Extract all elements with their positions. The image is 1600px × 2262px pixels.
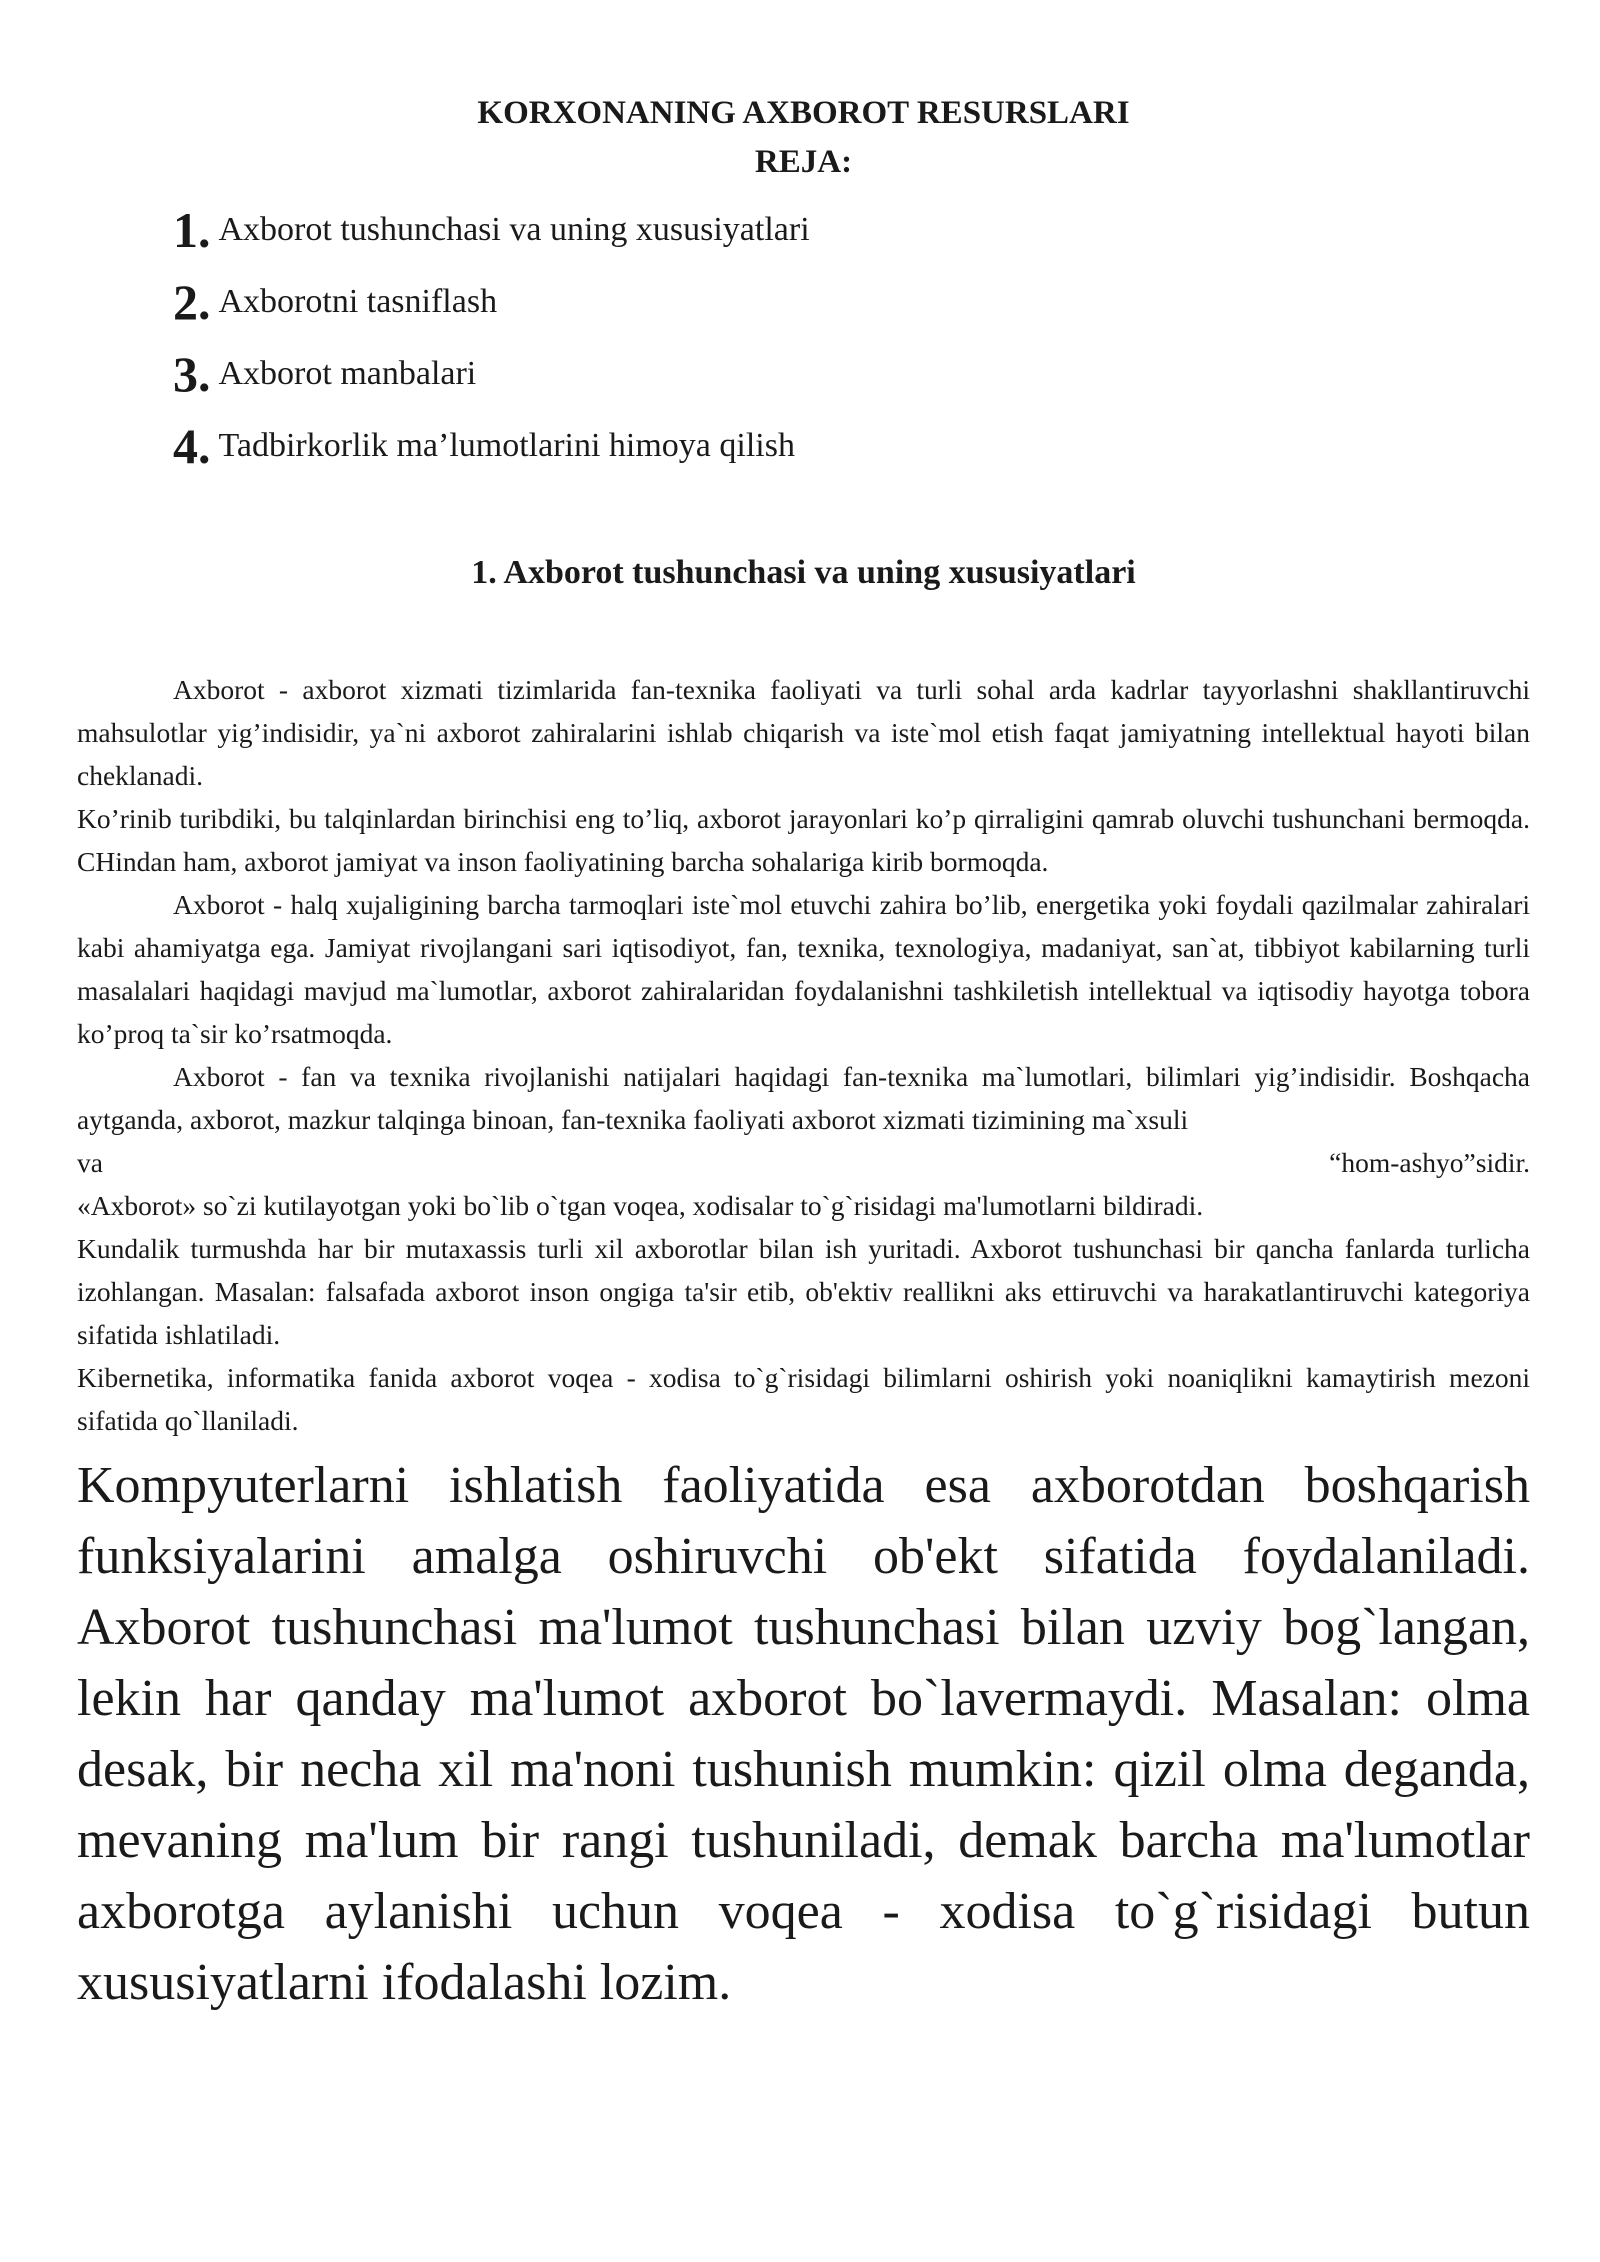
justified-line xyxy=(77,1141,1530,1184)
plan-item-number: 1. xyxy=(173,202,211,258)
plan-heading: REJA: xyxy=(754,144,853,180)
plan-item-text: Axborot tushunchasi va uning xususiyatlari xyxy=(218,211,810,248)
section-heading: 1. Axborot tushunchasi va uning xususiyatlari xyxy=(471,554,1136,591)
justified-line-left: va xyxy=(77,1147,103,1178)
plan-item-number: 3. xyxy=(173,346,211,402)
document-title: KORXONANING AXBOROT RESURSLARI xyxy=(477,95,1130,131)
plan-item-text: Axborot manbalari xyxy=(218,355,477,392)
plan-list xyxy=(77,194,1530,482)
body-paragraph: Axborot - axborot xizmati tizimlarida fan-texnika faoliyati va turli sohal arda kadrlar tayyorlashni shakllantiruvchi mahsulotlar yig’indisidir, ya`ni axborot zahiralarini ishlab chiqarish va iste`mol etish faqat jamiyatning intellektual hayoti bilan cheklanadi. xyxy=(77,674,1530,791)
plan-item xyxy=(173,338,1530,410)
plan-item xyxy=(173,410,1530,482)
large-body-paragraph: Kompyuterlarni ishlatish faoliyatida esa axborotdan boshqarish funksiyalarini amalga oshiruvchi ob'ekt sifatida foydalaniladi. Axborot tushunchasi ma'lumot tushunchasi bilan uzviy bog`langan, lekin har qanday ma'lumot axborot bo`lavermaydi. Masalan: olma desak, bir necha xil ma'noni tushunish mumkin: qizil olma deganda, mevaning ma'lum bir rangi tushuniladi, demak barcha ma'lumotlar axborotga aylanishi uchun voqea - xodisa to`g`risidagi butun xususiyatlarni ifodalashi lozim. xyxy=(77,1457,1530,2011)
body-paragraph: Axborot - halq xujaligining barcha tarmoqlari iste`mol etuvchi zahira bo’lib, energetika yoki foydali qazilmalar zahiralari kabi ahamiyatga ega. Jamiyat rivojlangani sari iqtisodiyot, fan, texnika, texnologiya, madaniyat, san`at, tibbiyot kabilarning turli masalalari haqidagi mavjud ma`lumotlar, axborot zahiralaridan foydalanishni tashkiletish intellektual va iqtisodiy hayotga tobora ko’proq ta`sir ko’rsatmoqda. xyxy=(77,889,1530,1049)
plan-item-text: Tadbirkorlik ma’lumotlarini himoya qilish xyxy=(218,427,795,464)
body-paragraph: «Axborot» so`zi kutilayotgan yoki bo`lib o`tgan voqea, xodisalar to`g`risidagi ma'lumotlarni bildiradi. xyxy=(77,1190,1204,1221)
body-paragraph: Ko’rinib turibdiki, bu talqinlardan birinchisi eng to’liq, axborot jarayonlari ko’p qirraligini qamrab oluvchi tushunchani bermoqda. CHindan ham, axborot jamiyat va inson faoliyatining barcha sohalariga kirib bormoqda. xyxy=(77,803,1530,877)
plan-item xyxy=(173,194,1530,266)
body-paragraph: Kundalik turmushda har bir mutaxassis turli xil axborotlar bilan ish yuritadi. Axborot tushunchasi bir qancha fanlarda turlicha izohlangan. Masalan: falsafada axborot inson ongiga ta'sir etib, ob'ektiv reallikni aks ettiruvchi va harakatlantiruvchi kategoriya sifatida ishlatiladi. xyxy=(77,1233,1530,1350)
body-paragraph: Axborot - fan va texnika rivojlanishi natijalari haqidagi fan-texnika ma`lumotlari, bilimlari yig’indisidir. Boshqacha aytganda, axborot, mazkur talqinga binoan, fan-texnika faoliyati axborot xizmati tizimining ma`xsuli xyxy=(77,1061,1530,1135)
plan-item-number: 4. xyxy=(173,418,211,474)
plan-item-text: Axborotni tasniflash xyxy=(218,283,498,320)
justified-line-right: “hom-ashyo”sidir. xyxy=(1329,1147,1530,1178)
plan-item-number: 2. xyxy=(173,274,211,330)
plan-item xyxy=(173,266,1530,338)
body-paragraph: Kibernetika, informatika fanida axborot voqea - xodisa to`g`risidagi bilimlarni oshirish yoki noaniqlikni kamaytirish mezoni sifatida qo`llaniladi. xyxy=(77,1362,1530,1436)
